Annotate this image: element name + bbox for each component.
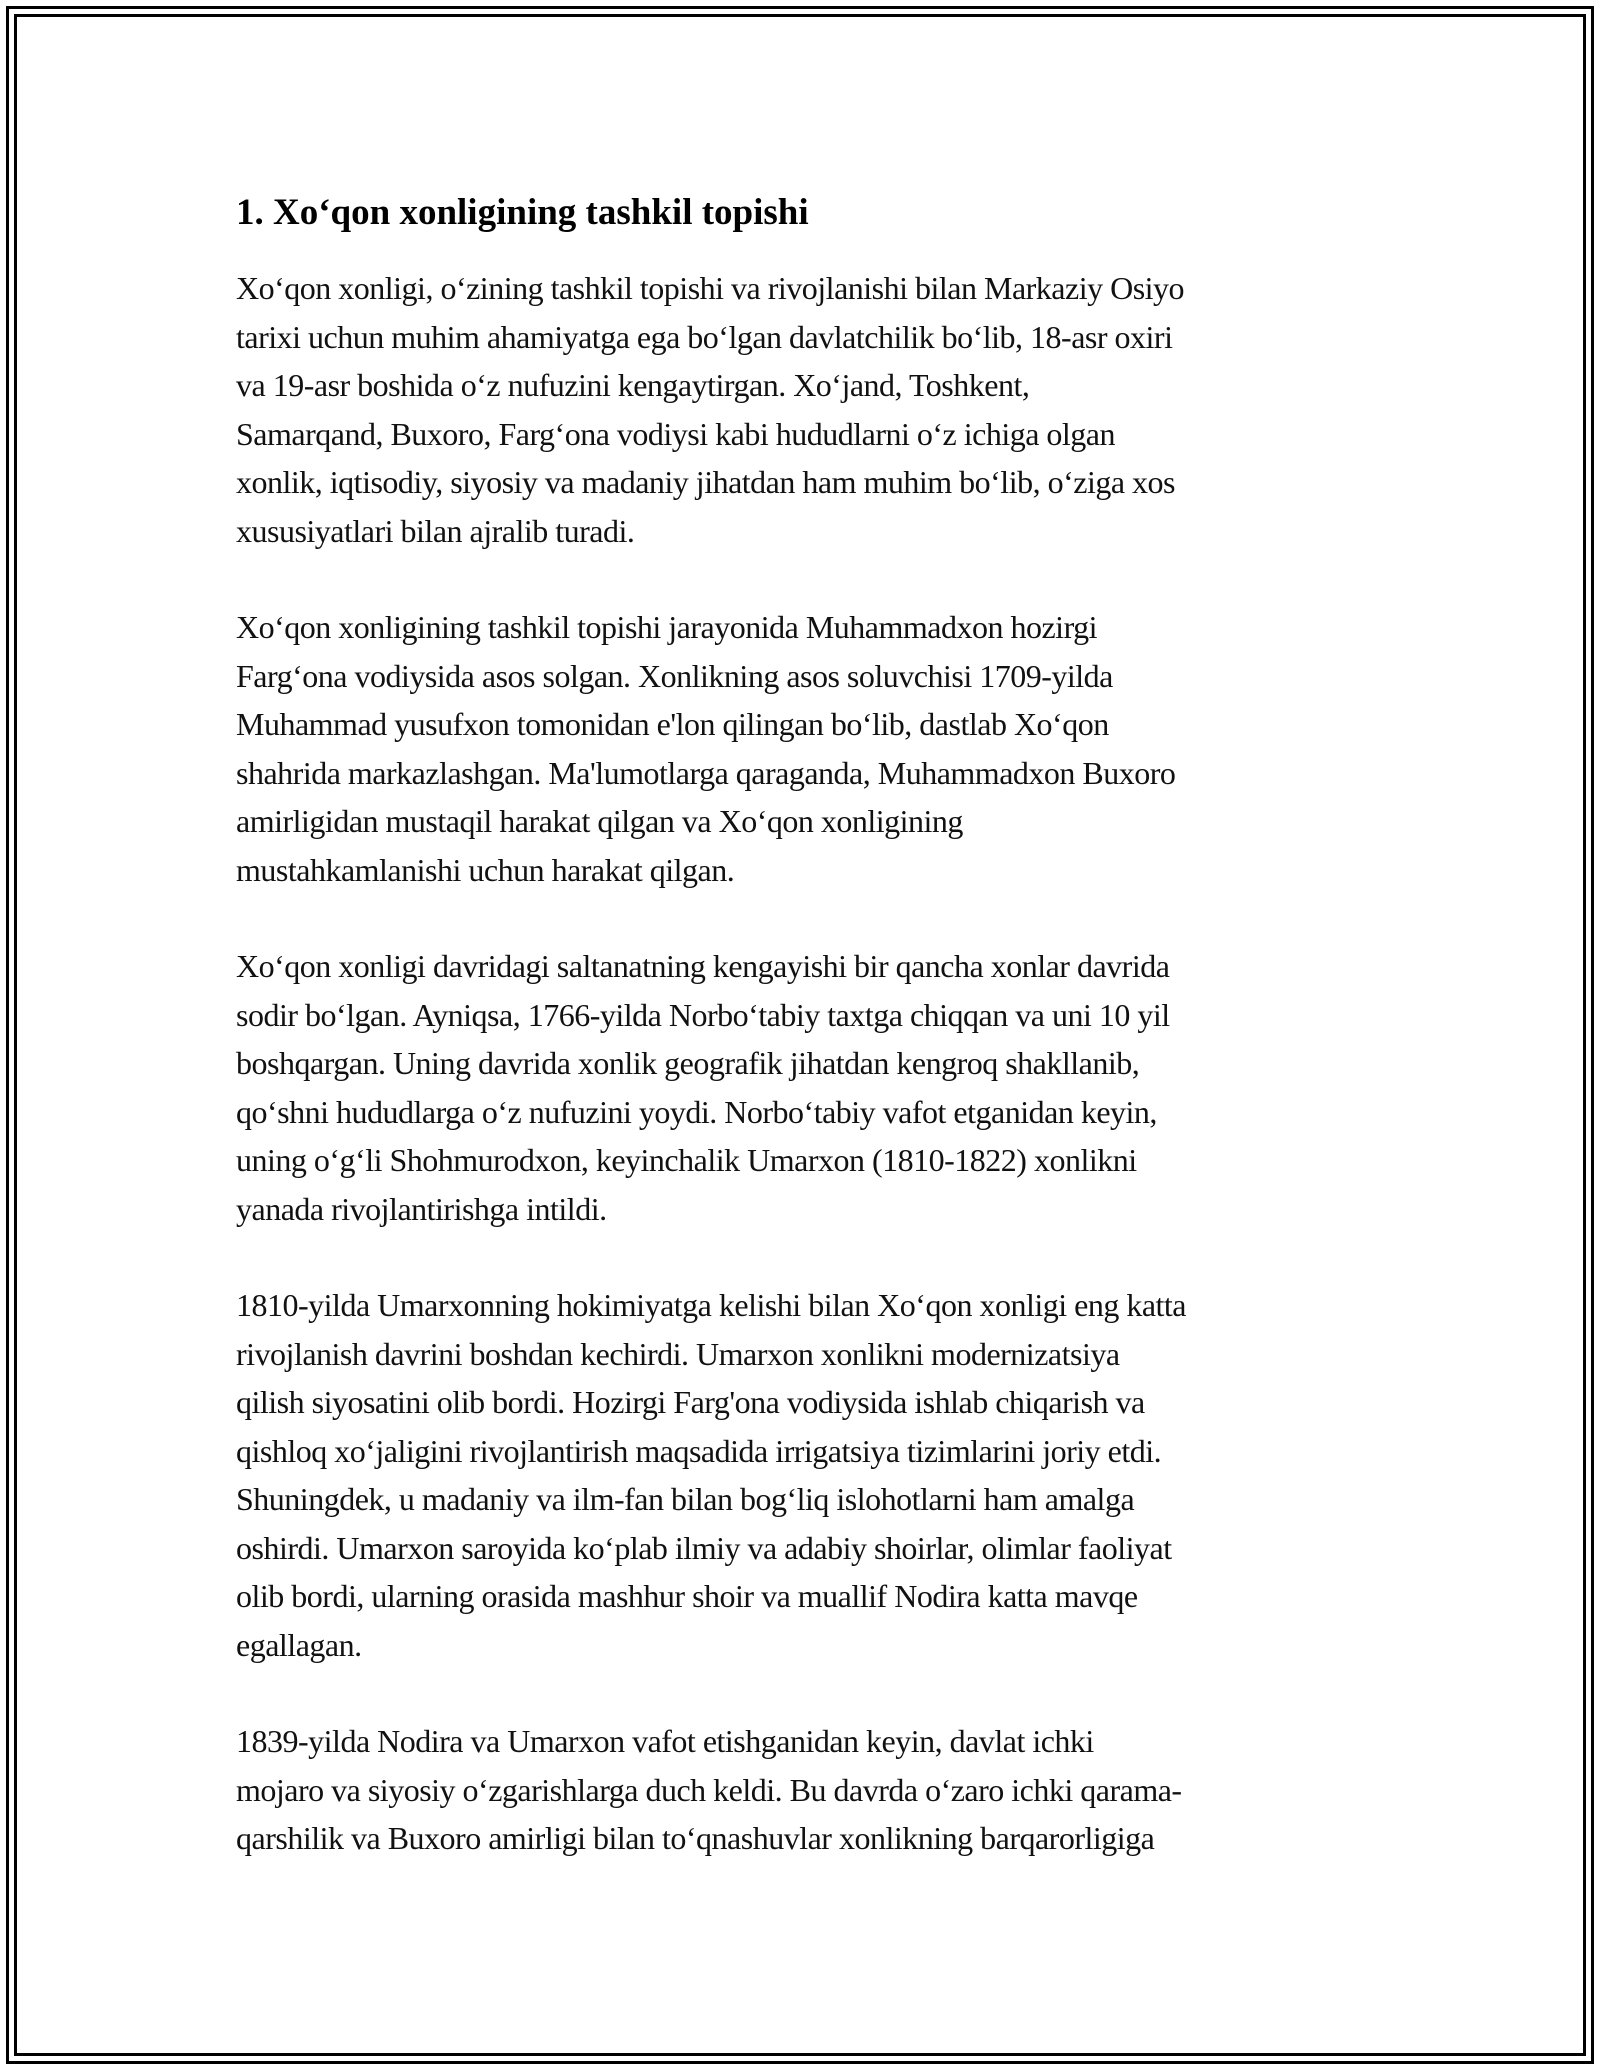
paragraph-3	[236, 942, 1376, 1233]
paragraph-line: boshqargan. Uning davrida xonlik geografik jihatdan kengroq shakllanib,	[236, 1045, 1140, 1081]
document-body	[236, 188, 1376, 1863]
paragraph-line: xususiyatlari bilan ajralib turadi.	[236, 512, 635, 549]
paragraph-line: sodir bo‘lgan. Ayniqsa, 1766-yilda Norbo‘tabiy taxtga chiqqan va uni 10 yil	[236, 996, 1170, 1033]
paragraph-line: qarshilik va Buxoro amirligi bilan to‘qnashuvlar xonlikning barqarorligiga	[236, 1820, 1155, 1856]
paragraph-line: uning o‘g‘li Shohmurodxon, keyinchalik Umarxon (1810-1822) xonlikni	[236, 1142, 1137, 1178]
paragraph-4	[236, 1281, 1376, 1669]
paragraph-1	[236, 264, 1376, 555]
paragraph-line: rivojlanish davrini boshdan kechirdi. Umarxon xonlikni modernizatsiya	[236, 1335, 1120, 1372]
paragraph-line: Xo‘qon xonligi, o‘zining tashkil topishi va rivojlanishi bilan Markaziy Osiyo	[236, 270, 1185, 306]
paragraph-5	[236, 1717, 1376, 1863]
paragraph-line: Farg‘ona vodiysida asos solgan. Xonlikning asos soluvchisi 1709-yilda	[236, 657, 1113, 694]
paragraph-line: amirligidan mustaqil harakat qilgan va Xo‘qon xonligining	[236, 803, 963, 839]
paragraph-line: Xo‘qon xonligining tashkil topishi jarayonida Muhammadxon hozirgi	[236, 609, 1098, 645]
paragraph-line: xonlik, iqtisodiy, siyosiy va madaniy jihatdan ham muhim bo‘lib, o‘ziga xos	[236, 464, 1175, 500]
paragraph-line: olib bordi, ularning orasida mashhur shoir va muallif Nodira katta mavqe	[236, 1578, 1138, 1614]
paragraph-line: Shuningdek, u madaniy va ilm-fan bilan bog‘liq islohotlarni ham amalga	[236, 1481, 1135, 1517]
section-heading: 1. Xo‘qon xonligining tashkil topishi	[236, 192, 809, 233]
paragraph-line: Samarqand, Buxoro, Farg‘ona vodiysi kabi hududlarni o‘z ichiga olgan	[236, 415, 1115, 452]
paragraph-line: shahrida markazlashgan. Ma'lumotlarga qaraganda, Muhammadxon Buxoro	[236, 754, 1176, 791]
paragraph-2	[236, 603, 1376, 894]
paragraph-line: tarixi uchun muhim ahamiyatga ega bo‘lgan davlatchilik bo‘lib, 18-asr oxiri	[236, 318, 1173, 355]
paragraph-line: 1839-yilda Nodira va Umarxon vafot etishganidan keyin, davlat ichki	[236, 1723, 1094, 1759]
paragraph-line: yanada rivojlantirishga intildi.	[236, 1190, 607, 1227]
paragraph-line: qo‘shni hududlarga o‘z nufuzini yoydi. Norbo‘tabiy vafot etganidan keyin,	[236, 1093, 1157, 1130]
paragraph-line: qishloq xo‘jaligini rivojlantirish maqsadida irrigatsiya tizimlarini joriy etdi.	[236, 1432, 1162, 1469]
paragraph-line: va 19-asr boshida o‘z nufuzini kengaytirgan. Xo‘jand, Toshkent,	[236, 367, 1030, 403]
paragraph-line: Xo‘qon xonligi davridagi saltanatning kengayishi bir qancha xonlar davrida	[236, 948, 1170, 984]
paragraph-line: egallagan.	[236, 1626, 362, 1663]
paragraph-line: qilish siyosatini olib bordi. Hozirgi Farg'ona vodiysida ishlab chiqarish va	[236, 1384, 1145, 1420]
paragraph-line: mustahkamlanishi uchun harakat qilgan.	[236, 851, 735, 888]
paragraph-line: 1810-yilda Umarxonning hokimiyatga kelishi bilan Xo‘qon xonligi eng katta	[236, 1287, 1186, 1323]
paragraph-line: oshirdi. Umarxon saroyida ko‘plab ilmiy va adabiy shoirlar, olimlar faoliyat	[236, 1529, 1172, 1566]
paragraph-line: Muhammad yusufxon tomonidan e'lon qilingan bo‘lib, dastlab Xo‘qon	[236, 706, 1109, 742]
paragraph-line: mojaro va siyosiy o‘zgarishlarga duch keldi. Bu davrda o‘zaro ichki qarama-	[236, 1771, 1182, 1808]
